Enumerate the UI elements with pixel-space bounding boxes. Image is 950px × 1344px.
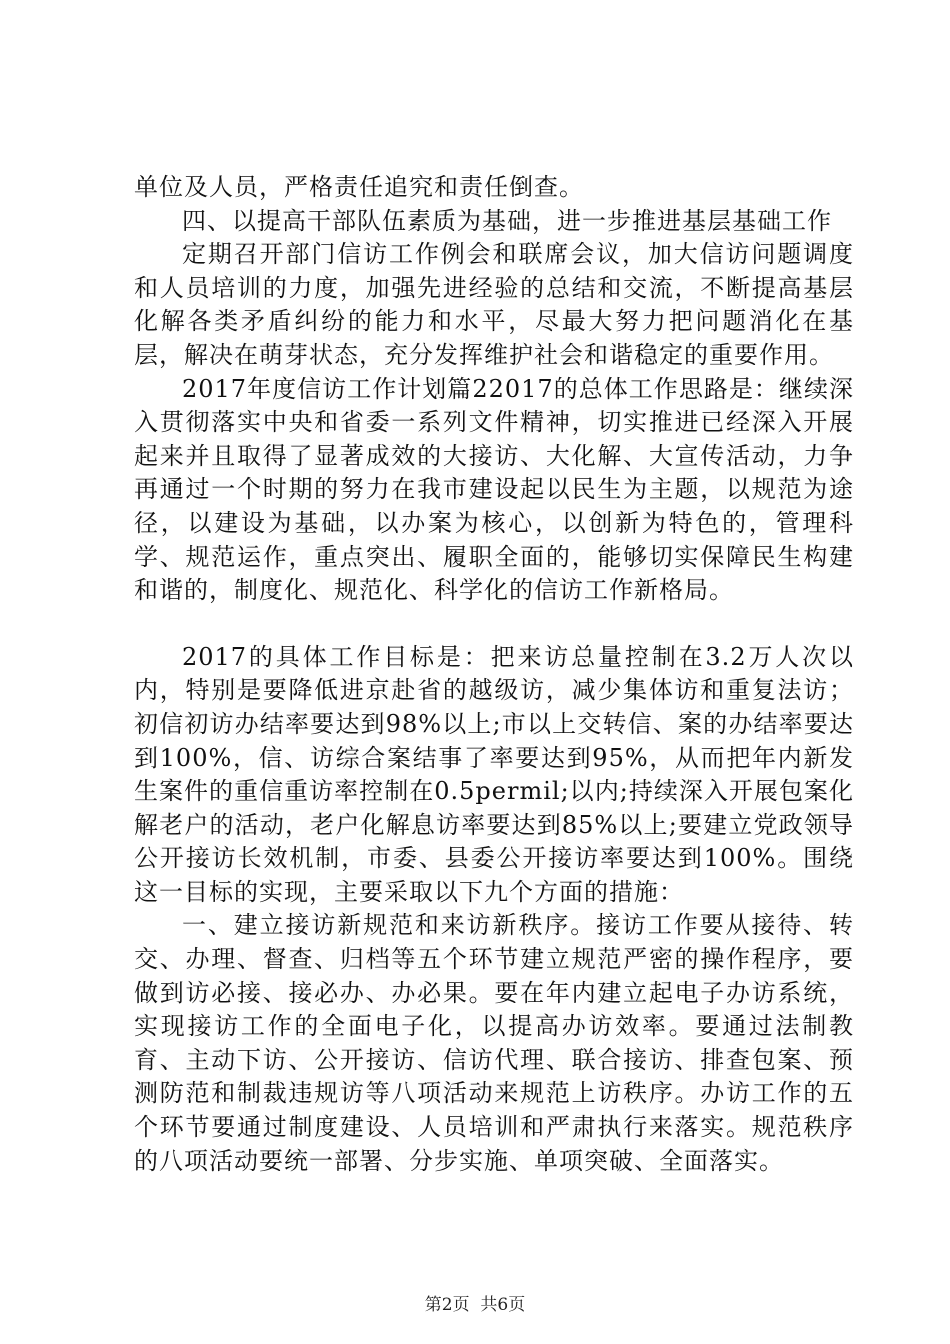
page-total: 共6页 xyxy=(480,1295,526,1315)
page-footer xyxy=(0,1290,950,1315)
paragraph: 定期召开部门信访工作例会和联席会议，加大信访问题调度和人员培训的力度，加强先进经验的总结和交流，不断提高基层化解各类矛盾纠纷的能力和水平，尽最大努力把问题消化在基层，解决在萌芽状态，充分发挥维护社会和谐稳定的重要作用。 xyxy=(134,240,854,369)
paragraph: 2017年度信访工作计划篇22017的总体工作思路是：继续深入贯彻落实中央和省委一系列文件精神，切实推进已经深入开展起来并且取得了显著成效的大接访、大化解、大宣传活动，力争再通过一个时期的努力在我市建设起以民生为主题，以规范为途径，以建设为基础，以办案为核心，以创新为特色的，管理科学、规范运作，重点突出、履职全面的，能够切实保障民生构建和谐的，制度化、规范化、科学化的信访工作新格局。 xyxy=(134,374,854,605)
paragraph: 单位及人员，严格责任追究和责任倒查。 xyxy=(134,173,584,201)
paragraph: 一、建立接访新规范和来访新秩序。接访工作要从接待、转交、办理、督查、归档等五个环节建立规范严密的操作程序，要做到访必接、接必办、办必果。要在年内建立起电子办访系统，实现接访工作的全面电子化，以提高办访效率。要通过法制教育、主动下访、公开接访、信访代理、联合接访、排查包案、预测防范和制裁违规访等八项活动来规范上访秩序。办访工作的五个环节要通过制度建设、人员培训和严肃执行来落实。规范秩序的八项活动要统一部署、分步实施、单项突破、全面落实。 xyxy=(134,911,854,1175)
page-number: 第2页 xyxy=(424,1295,470,1315)
paragraph: 2017的具体工作目标是：把来访总量控制在3.2万人次以内，特别是要降低进京赴省的越级访，减少集体访和重复法访；初信初访办结率要达到98%以上;市以上交转信、案的办结率要达到100%，信、访综合案结事了率要达到95%，从而把年内新发生案件的重信重访率控制在0.5permil;以内;持续深入开展包案化解老户的活动，老户化解息访率要达到85%以上;要建立党政领导公开接访长效机制，市委、县委公开接访率要达到100%。围绕这一目标的实现，主要采取以下九个方面的措施： xyxy=(134,642,854,906)
document-body xyxy=(134,171,854,1178)
section-heading: 四、以提高干部队伍素质为基础，进一步推进基层基础工作 xyxy=(182,206,832,235)
